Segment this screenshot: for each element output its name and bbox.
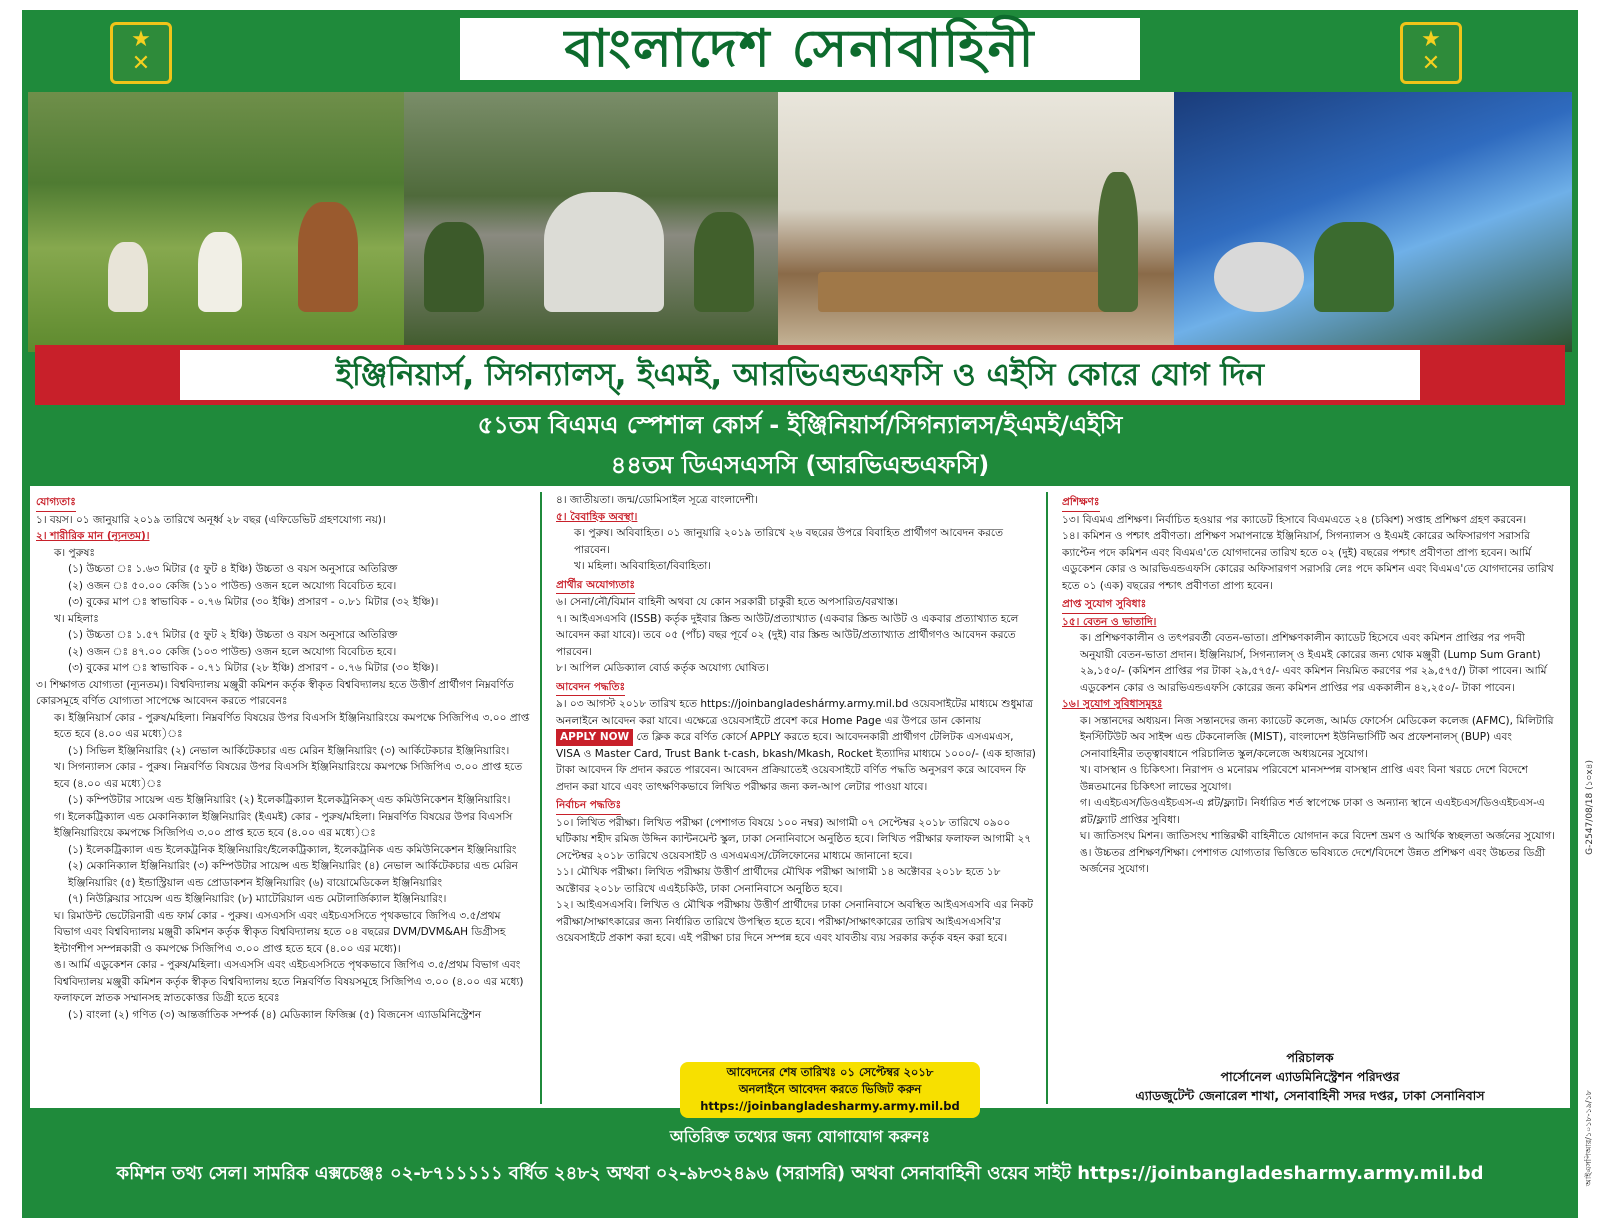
- text-line: ১। বয়স। ০১ জানুয়ারি ২০১৯ তারিখে অনূর্ধ্ব ২৮ বছর (এফিডেভিট গ্রহণযোগ্য নয়)।: [36, 513, 386, 526]
- column-divider: [1046, 492, 1048, 1104]
- text-line: (১) কম্পিউটার সায়েন্স এন্ড ইঞ্জিনিয়ারিং (২) ইলেকট্রিক্যাল ইলেকট্রনিকস্‌ এন্ড কমিউনিকেশন ইঞ্জিনিয়ারিং।: [68, 794, 511, 806]
- deadline-text: আবেদনের শেষ তারিখঃ ০১ সেপ্টেম্বর ২০১৮: [726, 1065, 934, 1079]
- text-line: (২) ওজন ঃ ৪৭.০০ কেজি (১০৩ পাউন্ড) ওজন হলে অযোগ্য বিবেচিত হবে।: [68, 645, 397, 658]
- text-line: ৮। আপিল মেডিক্যাল বোর্ড কর্তৃক অযোগ্য ঘোষিত।: [556, 662, 769, 674]
- page-title: বাংলাদেশ সেনাবাহিনী: [460, 18, 1140, 80]
- signature-address: এ্যাডজুটেন্ট জেনারেল শাখা, সেনাবাহিনী সদর দপ্তর, ঢাকা সেনানিবাস: [1135, 1088, 1485, 1103]
- text-line: ১৩। বিএমএ প্রশিক্ষণ। নির্বাচিত হওয়ার পর ক্যাডেট হিসাবে বিএমএতে ২৪ (চব্বিশ) সপ্তাহ প্রশিক্ষণ গ্রহণ করবেন।: [1062, 513, 1527, 526]
- text-line: খ। বাসস্থান ও চিকিৎসা। নিরাপদ ও মনোরম পরিবেশে মানসম্পন্ন বাসস্থান প্রাপ্তি এবং বিনা খরচে দেশে বিদেশে উন্নতমানের চিকিৎসা লাভের সুযোগ।: [1080, 764, 1528, 793]
- signature-office: পার্সোনেল এ্যাডমিনিস্ট্রেশন পরিদপ্তর: [1220, 1069, 1400, 1084]
- text-line: (৩) বুকের মাপ ঃ স্বাভাবিক - ০.৭১ মিটার (২৮ ইঞ্চি) প্রসারণ - ০.৭৬ মিটার (৩০ ইঞ্চি)।: [68, 662, 439, 674]
- army-emblem-icon: ★ ✕: [1400, 22, 1462, 84]
- photo-communications: [1174, 92, 1572, 352]
- signature-title: পরিচালক: [1286, 1050, 1334, 1065]
- photo-horse-riding: [28, 92, 404, 352]
- text-line: ক। সন্তানদের অধ্যয়ন। নিজ সন্তানদের জন্য ক্যাডেট কলেজ, আর্মড ফোর্সেস মেডিকেল কলেজ (AFMC), মিলিটারি ইনস্টিটিউট অব সাইন্স এন্ড টেকনোলজি (MIST), বাংলাদেশ ইউনিভার্সিটি অব প্রফেশনালস্‌ (BUP) এবং সেনাবাহিনীর তত্ত্বাবধানে পরিচালিত স্কুল/কলেজে অধ্যয়নের সুযোগ।: [1080, 714, 1554, 760]
- text-line: ঙ। উচ্চতর প্রশিক্ষণ/শিক্ষা। পেশাগত যোগ্যতার ভিত্তিতে ভবিষ্যতে দেশে/বিদেশে উন্নত প্রশিক্ষণ এবং উচ্চতর ডিগ্রী অর্জনের সুযোগ।: [1080, 846, 1546, 875]
- apply-now-button: APPLY NOW: [556, 729, 633, 746]
- section-heading-disqualification: প্রার্থীর অযোগ্যতাঃ: [556, 577, 635, 595]
- text-line: ১৪। কমিশন ও পশ্চাৎ প্রবীণতা। প্রশিক্ষণ সমাপনান্তে ইঞ্জিনিয়ার্স, সিগন্যালস ও ইএমই কোরের অফিসারগণ সরাসরি ক্যাপ্টেন পদে কমিশন এবং বিএমএ'তে যোগদানের তারিখ হতে ০২ (দুই) বছরের পশ্চাৎ প্রবীণতা প্রাপ্য হবেন। আর্মি এডুকেশন কোর ও আরভিএন্ডএফসি কোরের অফিসারগণ সরাসরি লেঃ পদে কমিশন এবং বিএমএ'তে যোগদানের তারিখ হতে ০১ (এক) বছরের পশ্চাৎ প্রবীণতা প্রাপ্য হবেন।: [1062, 530, 1554, 592]
- section-heading-eligibility: যোগ্যতাঃ: [36, 494, 76, 512]
- text-line: ক। প্রশিক্ষণকালীন ও তৎপরবর্তী বেতন-ভাতা। প্রশিক্ষণকালীন ক্যাডেট হিসেবে এবং কমিশন প্রাপ্তির পর পদবী অনুযায়ী বেতন-ভাতা প্রদান। ইঞ্জিনিয়ার্স, সিগন্যালস্‌ ও ইএমই কোরের জন্য থোক মঞ্জুরী (Lump Sum Grant) ২৯,১৫০/- (কমিশন প্রাপ্তির পর টাকা ২৯,৫৭৫/- এবং কমিশন নিয়মিত করণের পর ২৯,৫৭৫/) টাকা পাবেন। আর্মি এডুকেশন কোর ও আরভিএন্ডএফসি কোরের জন্য কমিশন প্রাপ্তির পর এককালীন ৪২,২৫০/- টাকা পাবেন।: [1080, 632, 1547, 694]
- text-line: ঙ। আর্মি এডুকেশন কোর - পুরুষ/মহিলা। এসএসসি এবং এইচএসসিতে পৃথকভাবে জিপিএ ৩.৫/প্রথম বিভাগ এবং বিশ্ববিদ্যালয় মঞ্জুরী কমিশন কর্তৃক স্বীকৃত বিশ্ববিদ্যালয় হতে নিম্নবর্ণিত বিষয়সমূহে সিজিপিএ ৩.০০ (৪.০০ এর মধ্যে) ফলাফলে স্নাতক সম্মানসহ স্নাতকোত্তর ডিগ্রী হতে হবেঃ: [54, 959, 524, 1004]
- text-line: ক। পুরুষ। অবিবাহিত। ০১ জানুয়ারি ২০১৯ তারিখে ২৬ বছরের উপরে বিবাহিত প্রার্থীগণ আবেদন করতে পারবেন।: [574, 527, 1003, 556]
- column-training-benefits: [1062, 492, 1558, 1104]
- text-line: ১২। আইএসএসবি। লিখিত ও মৌখিক পরীক্ষায় উত্তীর্ণ প্রার্থীদের ঢাকা সেনানিবাসে অবস্থিত আইএসএসবি এর নিকট পরীক্ষা/সাক্ষাৎকারের জন্য নির্ধারিত তারিখে উপস্থিত হতে হবে। পরীক্ষা/সাক্ষাৎকারের তারিখ আইএসএসবি'র ওয়েবসাইটে প্রকাশ করা হবে। এই পরীক্ষা চার দিনে সম্পন্ন হবে এবং যাবতীয় ব্যয় সরকার কর্তৃক বহন করা হবে।: [556, 899, 1033, 944]
- photo-classroom: [778, 92, 1174, 352]
- text-line: ৬। সেনা/নৌ/বিমান বাহিনী অথবা যে কোন সরকারী চাকুরী হতে অপসারিত/বরখাস্ত।: [556, 596, 899, 608]
- text-line: খ। মহিলা। অবিবাহিতা/বিবাহিতা।: [574, 560, 712, 572]
- website-link[interactable]: https://joinbangladesharmy.army.mil.bd: [700, 1099, 960, 1113]
- text-line: [556, 696, 1038, 795]
- text-line: ১১। মৌখিক পরীক্ষা। লিখিত পরীক্ষায় উত্তীর্ণ প্রার্থীদের মৌখিক পরীক্ষা আগামী ১৪ অক্টোবর ২০১৮ হতে ১৮ অক্টোবর ২০১৮ তারিখে এএইচকিউ, ঢাকা সেনানিবাসে অনুষ্ঠিত হবে।: [556, 866, 1001, 895]
- text-line: (৭) নিউক্লিয়ার সায়েন্স এন্ড ইঞ্জিনিয়ারিং (৮) ম্যাটেরিয়াল এন্ড মেটালার্জিক্যাল ইঞ্জিনিয়ারিং।: [68, 893, 447, 905]
- footer-heading: অতিরিক্ত তথ্যের জন্য যোগাযোগ করুনঃ: [669, 1127, 931, 1146]
- text-line: (৩) বুকের মাপ ঃ স্বাভাবিক - ০.৭৬ মিটার (৩০ ইঞ্চি) প্রসারণ - ০.৮১ মিটার (৩২ ইঞ্চি)।: [68, 596, 439, 608]
- column-divider: [540, 492, 542, 1104]
- text-line: (১) সিভিল ইঞ্জিনিয়ারিং (২) নেভাল আর্কিটেকচার এন্ড মেরিন ইঞ্জিনিয়ারিং (৩) আর্কিটেকচার ইঞ্জিনিয়ারিং।: [68, 744, 510, 757]
- footer-contact-line: কমিশন তথ্য সেল। সামরিক এক্সচেঞ্জঃ ০২-৮৭১১১১১ বর্ধিত ২৪৮২ অথবা ০২-৯৮৩২৪৯৬ (সরাসরি) অথবা সেনাবাহিনী ওয়েব সাইট https://joinbangladesharmy.army.mil.bd: [116, 1163, 1484, 1184]
- text-line: (১) উচ্চতা ঃ ১.৫৭ মিটার (৫ ফুট ২ ইঞ্চি) উচ্চতা ও বয়স অনুসারে অতিরিক্ত: [68, 629, 398, 641]
- column-eligibility: [36, 492, 530, 1104]
- army-emblem-icon: ★ ✕: [110, 22, 172, 84]
- section-heading-selection: নির্বাচন পদ্ধতিঃ: [556, 797, 621, 815]
- text-line: ৪। জাতীয়তা। জন্ম/ডোমিসাইল সূত্রে বাংলাদেশী।: [556, 494, 758, 506]
- text-line: ১০। লিখিত পরীক্ষা। লিখিত পরীক্ষা (পেশাগত বিষয়ে ১০০ নম্বর) আগামী ০৭ সেপ্টেম্বর ২০১৮ তারিখে ০৯০০ ঘটিকায় শহীদ রমিজ উদ্দিন ক্যান্টনমেন্ট স্কুল, ঢাকা সেনানিবাসে অনুষ্ঠিত হবে। লিখিত পরীক্ষার ফলাফল আগামী ২৭ সেপ্টেম্বর ২০১৮ তারিখে ওয়েবসাইট ও এসএমএস/টেলিফোনের মাধ্যমে জানানো হবে।: [556, 816, 1032, 862]
- text-line: ঘ। জাতিসংঘ মিশন। জাতিসংঘ শান্তিরক্ষী বাহিনীতে যোগদান করে বিদেশ ভ্রমণ ও আর্থিক স্বচ্ছলতা অর্জনের সুযোগ।: [1080, 830, 1556, 842]
- course-subtitle-1: ৫১তম বিএমএ স্পেশাল কোর্স - ইঞ্জিনিয়ার্স/সিগন্যালস/ইএমই/এইসি: [477, 411, 1123, 439]
- text-line: ৭। আইএসএসবি (ISSB) কর্তৃক দুইবার স্ক্রিন্ড আউট/প্রত্যাখ্যাত (একবার স্ক্রিন্ড আউট ও একবার প্রত্যাখ্যাত হলে আবেদন করা যাবে)। তবে ০৫ (পাঁচ) বছর পূর্বে ০২ (দুই) বার স্ক্রিন্ড আউট/প্রত্যাখ্যাত প্রার্থীগণও আবেদন করতে পারবেন।: [556, 612, 1019, 658]
- column-application: [556, 492, 1038, 1104]
- section-heading-benefits: প্রাপ্ত সুযোগ সুবিধাঃ: [1062, 596, 1146, 614]
- application-text: তে ক্লিক করে বর্ণিত কোর্সে APPLY করতে হবে। আবেদনকারী প্রার্থীগণ টেলিটক এসএমএস, VISA ও Master Card, Trust Bank t-cash, bkash/Mkash, Rocket ইত্যাদির মাধ্যমে ১০০০/- (এক হাজার) টাকা আবেদন ফি প্রদান করতে পারবেন। আবেদন প্রক্রিয়াতেই ওয়েবসাইটে বর্ণিত পদ্ধতি অনুসরণ করে আবেদন ফি প্রদান করা যাবে এবং তাৎক্ষণিকভাবে লিখিত পরীক্ষার জন্য কল-আপ লেটার পাওয়া যাবে।: [556, 731, 1036, 793]
- text-line: ৫। বৈবাহিক অবস্থা।: [556, 510, 638, 523]
- text-line: ১৬। সুযোগ সুবিধাসমূহঃ: [1062, 698, 1163, 710]
- footer-contact: [22, 1118, 1578, 1218]
- deadline-box: [680, 1062, 980, 1118]
- banner-heading: ইঞ্জিনিয়ার্স, সিগন্যালস্, ইএমই, আরভিএন্ডএফসি ও এইসি কোরে যোগ দিন: [180, 350, 1420, 400]
- section-heading-application: আবেদন পদ্ধতিঃ: [556, 679, 625, 697]
- text-line: ঘ। রিমাউন্ট ভেটেরিনারী এন্ড ফার্ম কোর - পুরুষ। এসএসসি এবং এইচএসসিতে পৃথকভাবে জিপিএ ৩.৫/প্রথম বিভাগ এবং বিশ্ববিদ্যালয় মঞ্জুরী কমিশন কর্তৃক স্বীকৃত বিশ্ববিদ্যালয় হতে ০৪ বছরের DVM/DVM&AH ডিগ্রীসহ ইন্টার্ণশীপ সম্পন্নকারী ও কমপক্ষে সিজিপিএ ৩.০০ প্রাপ্ত হতে হবে (৪.০০ এর মধ্যে)।: [54, 909, 506, 955]
- text-line: খ। সিগন্যালস কোর - পুরুষ। নিম্নবর্ণিত বিষয়ের উপর বিএসসি ইঞ্জিনিয়ারিংয়ে কমপক্ষে সিজিপিএ ৩.০০ প্রাপ্ত হতে হবে (৪.০০ এর মধ্যে)ঃ: [54, 761, 523, 790]
- text-line: ২। শারীরিক মান (ন্যূনতম)।: [36, 530, 150, 542]
- text-line: (২) মেকানিক্যাল ইঞ্জিনিয়ারিং (৩) কম্পিউটার সায়েন্স এন্ড ইঞ্জিনিয়ারিং (৪) নেভাল আর্কিটেকচার এন্ড মেরিন ইঞ্জিনিয়ারিং (৫) ইন্ডাস্ট্রিয়াল এন্ড প্রোডাকশন ইঞ্জিনিয়ারিং (৬) বায়োমেডিকেল ইঞ্জিনিয়ারিং: [68, 860, 518, 889]
- ad-code: G-2547/08/18 (১০x৪): [1585, 760, 1595, 855]
- text-line: (১) ইলেকট্রিক্যাল এন্ড ইলেকট্রনিক ইঞ্জিনিয়ারিং/ইলেকট্রিক্যাল, ইলেকট্রনিক এন্ড কমিউনিকেশন ইঞ্জিনিয়ারিং: [68, 843, 517, 856]
- text-line: (১) উচ্চতা ঃ ১.৬৩ মিটার (৫ ফুট ৪ ইঞ্চি) উচ্চতা ও বয়স অনুসারে অতিরিক্ত: [68, 563, 398, 575]
- text-line: গ। এএইচএস/ডিওএইচএস-এ প্লট/ফ্ল্যাট। নির্ধারিত শর্ত স্বাপেক্ষে ঢাকা ও অন্যান্য স্থানে এএইচএস/ডিওএইচএস-এ প্লট/ফ্ল্যাট প্রাপ্তির সুবিধা।: [1080, 797, 1545, 826]
- photo-un-vehicle: [404, 92, 778, 352]
- section-heading-training: প্রশিক্ষণঃ: [1062, 494, 1100, 512]
- text-line: ১৫। বেতন ও ভাতাদি।: [1062, 615, 1157, 628]
- visit-text: অনলাইনে আবেদন করতে ভিজিট করুন: [738, 1082, 922, 1096]
- text-line: খ। মহিলাঃ: [54, 612, 99, 625]
- text-line: ক। পুরুষঃ: [54, 546, 96, 559]
- text-line: (২) ওজন ঃ ৫০.০০ কেজি (১১০ পাউন্ড) ওজন হলে অযোগ্য বিবেচিত হবে।: [68, 579, 397, 592]
- course-subtitle-2: ৪৪তম ডিএসএসসি (আরভিএন্ডএফসি): [610, 451, 990, 479]
- ispr-code: আইএসপিআর/১০১৮-১৯/১৮: [1584, 1090, 1593, 1187]
- text-line: ক। ইঞ্জিনিয়ার্স কোর - পুরুষ/মহিলা। নিম্নবর্ণিত বিষয়ের উপর বিএসসি ইঞ্জিনিয়ারিংয়ে কমপক্ষে সিজিপিএ ৩.০০ প্রাপ্ত হতে হবে (৪.০০ এর মধ্যে)ঃ: [54, 711, 530, 740]
- text-line: (১) বাংলা (২) গণিত (৩) আন্তর্জাতিক সম্পর্ক (৪) মেডিক্যাল ফিজিক্স (৫) বিজনেস এ্যাডমিনিস্ট্রেশন: [68, 1008, 482, 1021]
- text-line: ৩। শিক্ষাগত যোগ্যতা (ন্যূনতম)। বিশ্ববিদ্যালয় মঞ্জুরী কমিশন কর্তৃক স্বীকৃত বিশ্ববিদ্যালয় হতে উত্তীর্ণ প্রার্থীগণ নিম্নবর্ণিত কোরসমূহে বর্ণিত যোগ্যতা সাপেক্ষে আবেদন করতে পারবেনঃ: [36, 678, 514, 707]
- text-line: গ। ইলেকট্রিক্যাল এন্ড মেকানিক্যাল ইঞ্জিনিয়ারিং (ইএমই) কোর - পুরুষ/মহিলা। নিম্নবর্ণিত বিষয়ের উপর বিএসসি ইঞ্জিনিয়ারিংয়ে কমপক্ষে সিজিপিএ ৩.০০ প্রাপ্ত হতে হবে (৪.০০ এর মধ্যে)ঃ: [54, 810, 513, 839]
- application-text: ৯। ০৩ আগস্ট ২০১৮ তারিখ হতে https://joinbangladeshármy.army.mil.bd ওয়েবসাইটের মাধ্যমে শুধুমাত্র অনলাইনে আবেদন করা যাবে। এক্ষেত্রে ওয়েবসাইটে প্রবেশ করে Home Page এর উপরে ডান কোনায়: [556, 698, 1033, 727]
- signature-block: [1060, 1048, 1560, 1105]
